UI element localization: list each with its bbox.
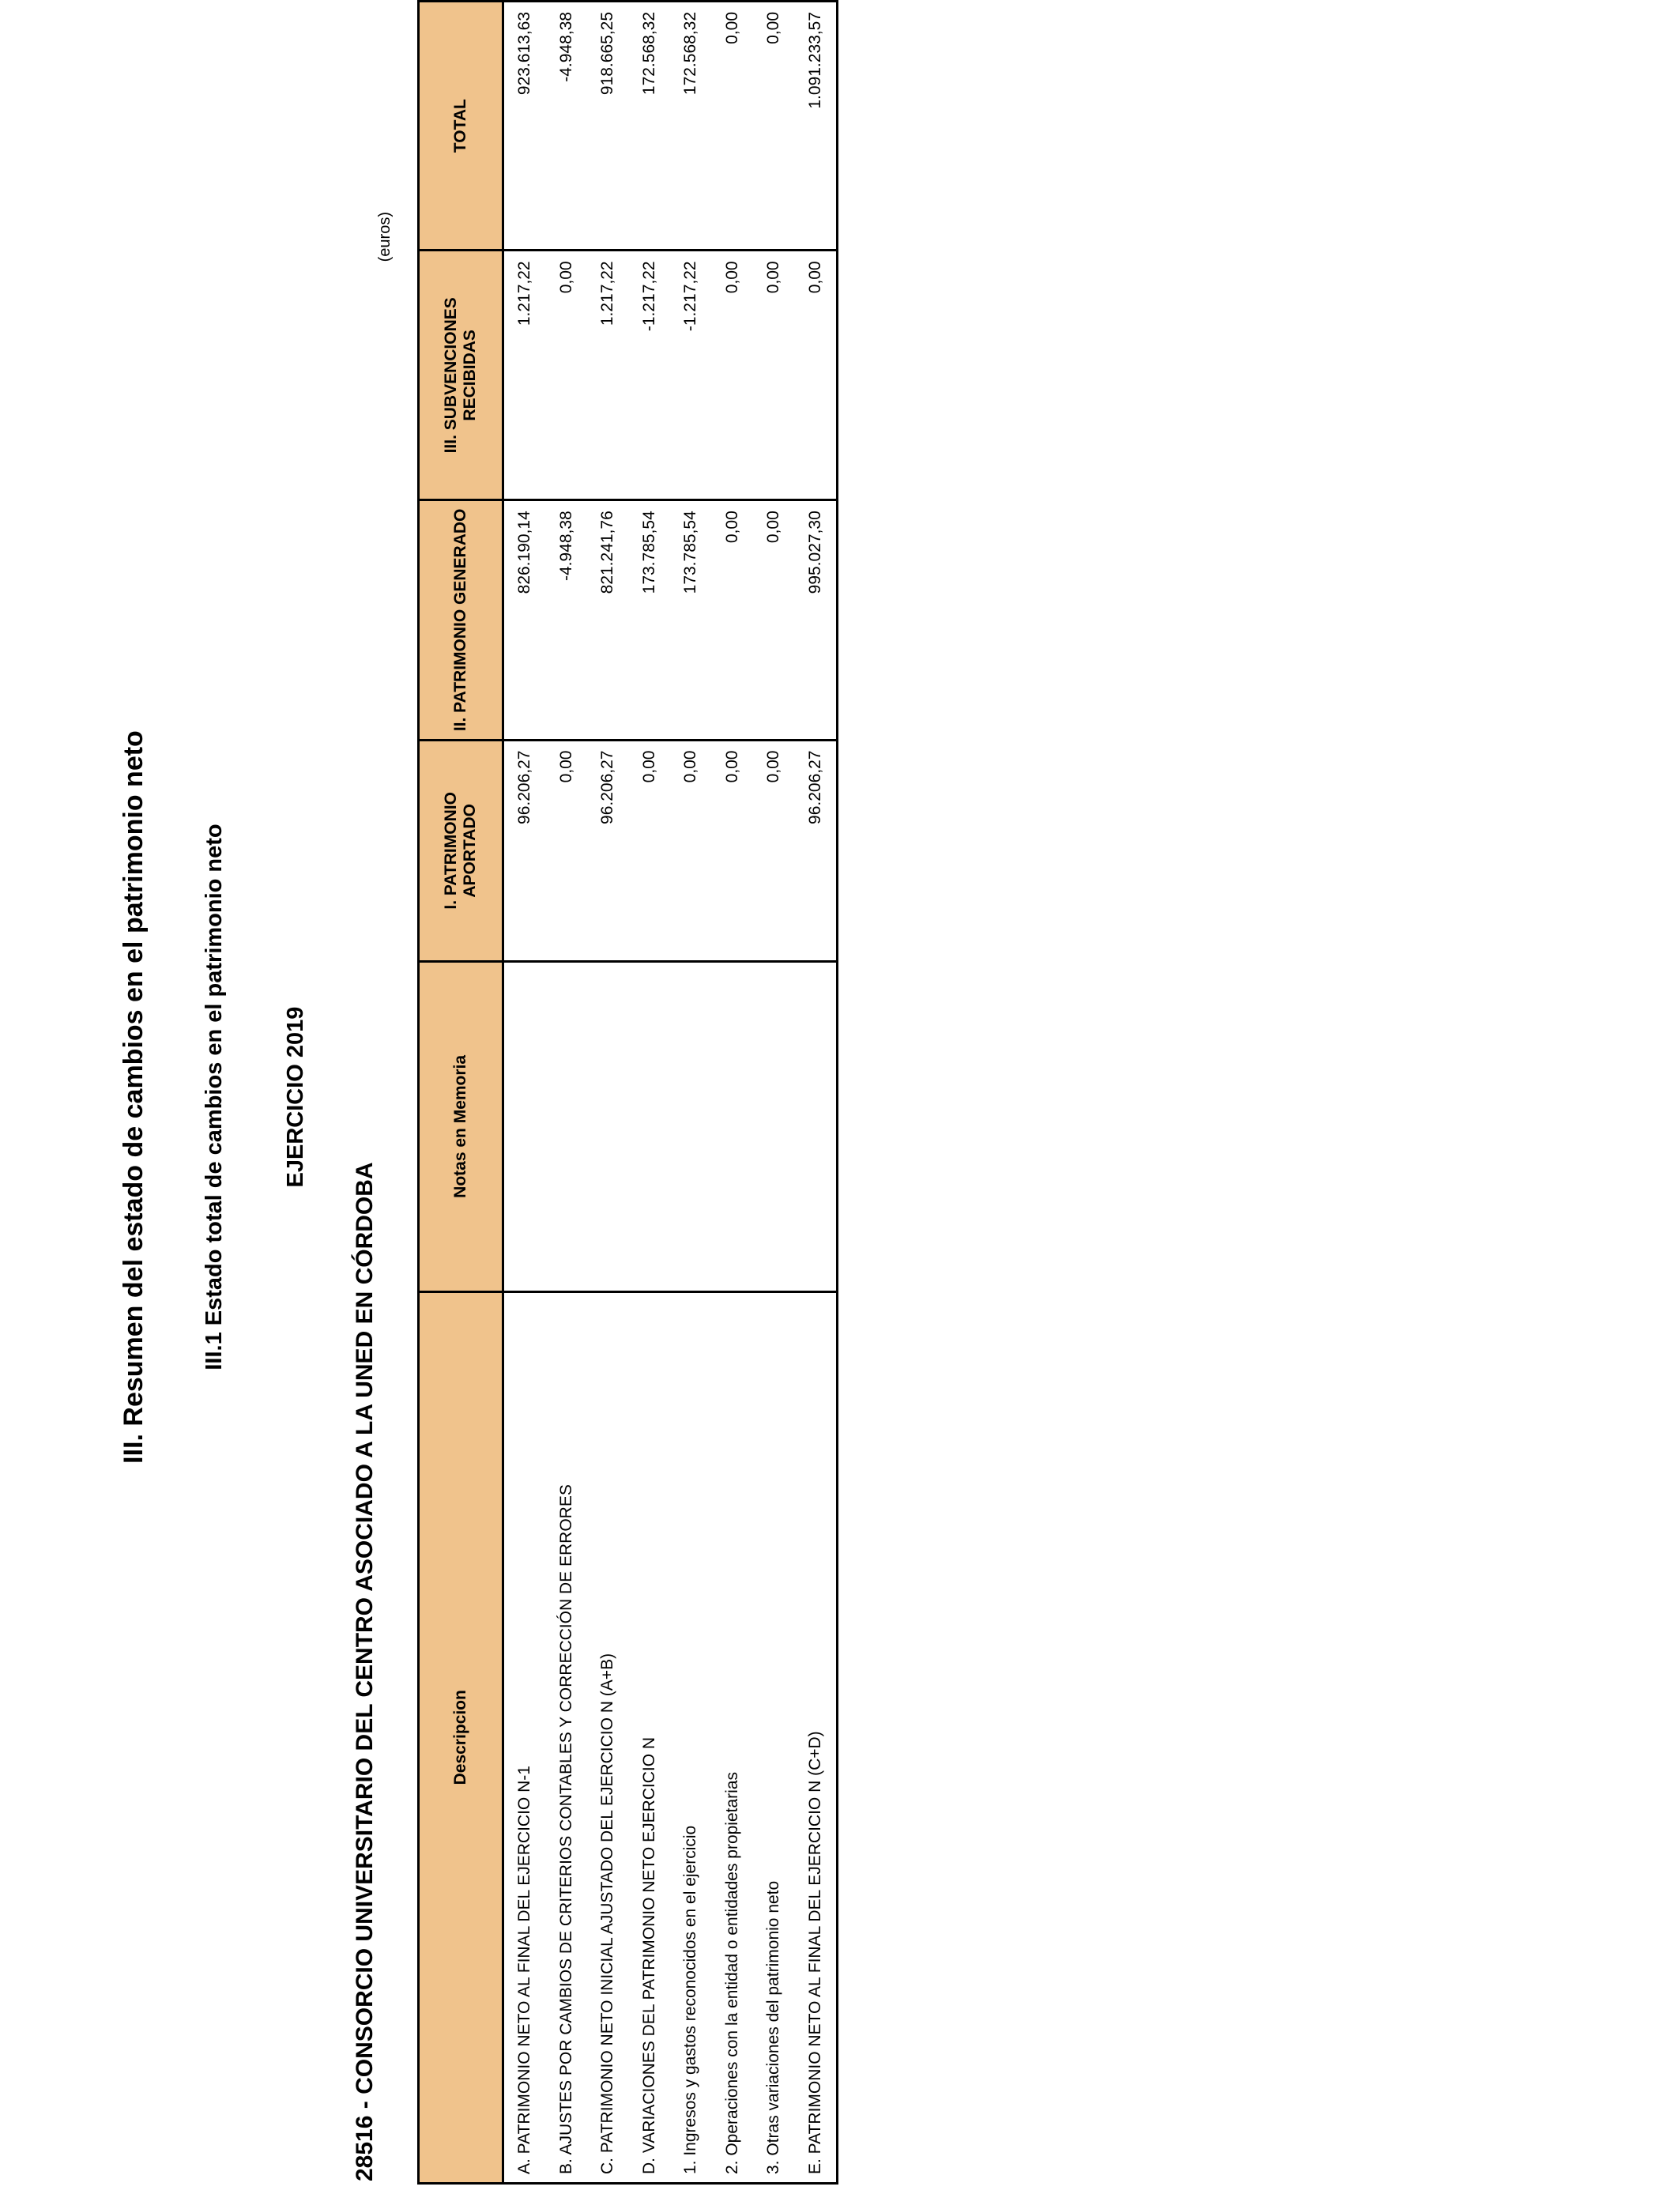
header-notas: Notas en Memoria <box>419 962 503 1291</box>
cell-desc: C. PATRIMONIO NETO INICIAL AJUSTADO DEL EJERCICIO N (A+B) <box>587 1291 629 2183</box>
cell-aportado: 0,00 <box>629 740 671 962</box>
cell-desc: B. AJUSTES POR CAMBIOS DE CRITERIOS CONTABLES Y CORRECCIÓN DE ERRORES <box>546 1291 588 2183</box>
cell-generado: -4.948,38 <box>546 500 588 740</box>
table-body <box>503 2 838 2184</box>
header-descripcion: Descripcion <box>419 1291 503 2183</box>
cell-notas <box>670 962 712 1291</box>
header-total: TOTAL <box>419 2 503 251</box>
cell-aportado: 96.206,27 <box>795 740 838 962</box>
table-row <box>629 2 671 2184</box>
cell-desc: A. PATRIMONIO NETO AL FINAL DEL EJERCICIO N-1 <box>503 1291 546 2183</box>
cell-generado: 0,00 <box>712 500 754 740</box>
cell-notas <box>546 962 588 1291</box>
cell-desc: D. VARIACIONES DEL PATRIMONIO NETO EJERCICIO N <box>629 1291 671 2183</box>
table-row <box>587 2 629 2184</box>
cell-desc: 3. Otras variaciones del patrimonio neto <box>753 1291 795 2183</box>
document-subtitle: III.1 Estado total de cambios en el patrimonio neto <box>202 824 227 1370</box>
cell-total: 172.568,32 <box>629 2 671 251</box>
table-row <box>546 2 588 2184</box>
cell-subvenciones: -1.217,22 <box>629 251 671 500</box>
table-row <box>753 2 795 2184</box>
cell-notas <box>712 962 754 1291</box>
cell-subvenciones: 0,00 <box>795 251 838 500</box>
header-aportado: I. PATRIMONIO APORTADO <box>419 740 503 962</box>
entity-name: 28516 - CONSORCIO UNIVERSITARIO DEL CENTRO ASOCIADO A LA UNED EN CÓRDOBA <box>352 1162 378 2181</box>
table-row <box>670 2 712 2184</box>
cell-total: 0,00 <box>753 2 795 251</box>
cell-subvenciones: 0,00 <box>546 251 588 500</box>
table-row <box>712 2 754 2184</box>
cell-desc: 1. Ingresos y gastos reconocidos en el ejercicio <box>670 1291 712 2183</box>
cell-subvenciones: 0,00 <box>712 251 754 500</box>
cell-total: 1.091.233,57 <box>795 2 838 251</box>
unit-label: (euros) <box>376 212 394 262</box>
cell-generado: 821.241,76 <box>587 500 629 740</box>
cell-aportado: 0,00 <box>546 740 588 962</box>
table-header-row <box>419 2 503 2184</box>
cell-generado: 173.785,54 <box>670 500 712 740</box>
cell-total: -4.948,38 <box>546 2 588 251</box>
cell-generado: 995.027,30 <box>795 500 838 740</box>
equity-changes-table <box>417 0 838 2185</box>
cell-subvenciones: -1.217,22 <box>670 251 712 500</box>
cell-generado: 173.785,54 <box>629 500 671 740</box>
cell-notas <box>587 962 629 1291</box>
cell-subvenciones: 0,00 <box>753 251 795 500</box>
cell-generado: 826.190,14 <box>503 500 546 740</box>
cell-aportado: 96.206,27 <box>503 740 546 962</box>
cell-aportado: 96.206,27 <box>587 740 629 962</box>
cell-aportado: 0,00 <box>712 740 754 962</box>
cell-notas <box>753 962 795 1291</box>
cell-subvenciones: 1.217,22 <box>503 251 546 500</box>
cell-desc: E. PATRIMONIO NETO AL FINAL DEL EJERCICIO N (C+D) <box>795 1291 838 2183</box>
cell-total: 918.665,25 <box>587 2 629 251</box>
cell-aportado: 0,00 <box>670 740 712 962</box>
period-label: EJERCICIO 2019 <box>283 1006 308 1188</box>
document-title: III. Resumen del estado de cambios en el patrimonio neto <box>119 730 149 1464</box>
table-row <box>503 2 546 2184</box>
table-row <box>795 2 838 2184</box>
cell-notas <box>503 962 546 1291</box>
cell-notas <box>795 962 838 1291</box>
cell-total: 172.568,32 <box>670 2 712 251</box>
cell-desc: 2. Operaciones con la entidad o entidades propietarias <box>712 1291 754 2183</box>
cell-subvenciones: 1.217,22 <box>587 251 629 500</box>
cell-notas <box>629 962 671 1291</box>
cell-generado: 0,00 <box>753 500 795 740</box>
cell-total: 0,00 <box>712 2 754 251</box>
cell-aportado: 0,00 <box>753 740 795 962</box>
header-subvenciones: III. SUBVENCIONES RECIBIDAS <box>419 251 503 500</box>
cell-total: 923.613,63 <box>503 2 546 251</box>
header-generado: II. PATRIMONIO GENERADO <box>419 500 503 740</box>
